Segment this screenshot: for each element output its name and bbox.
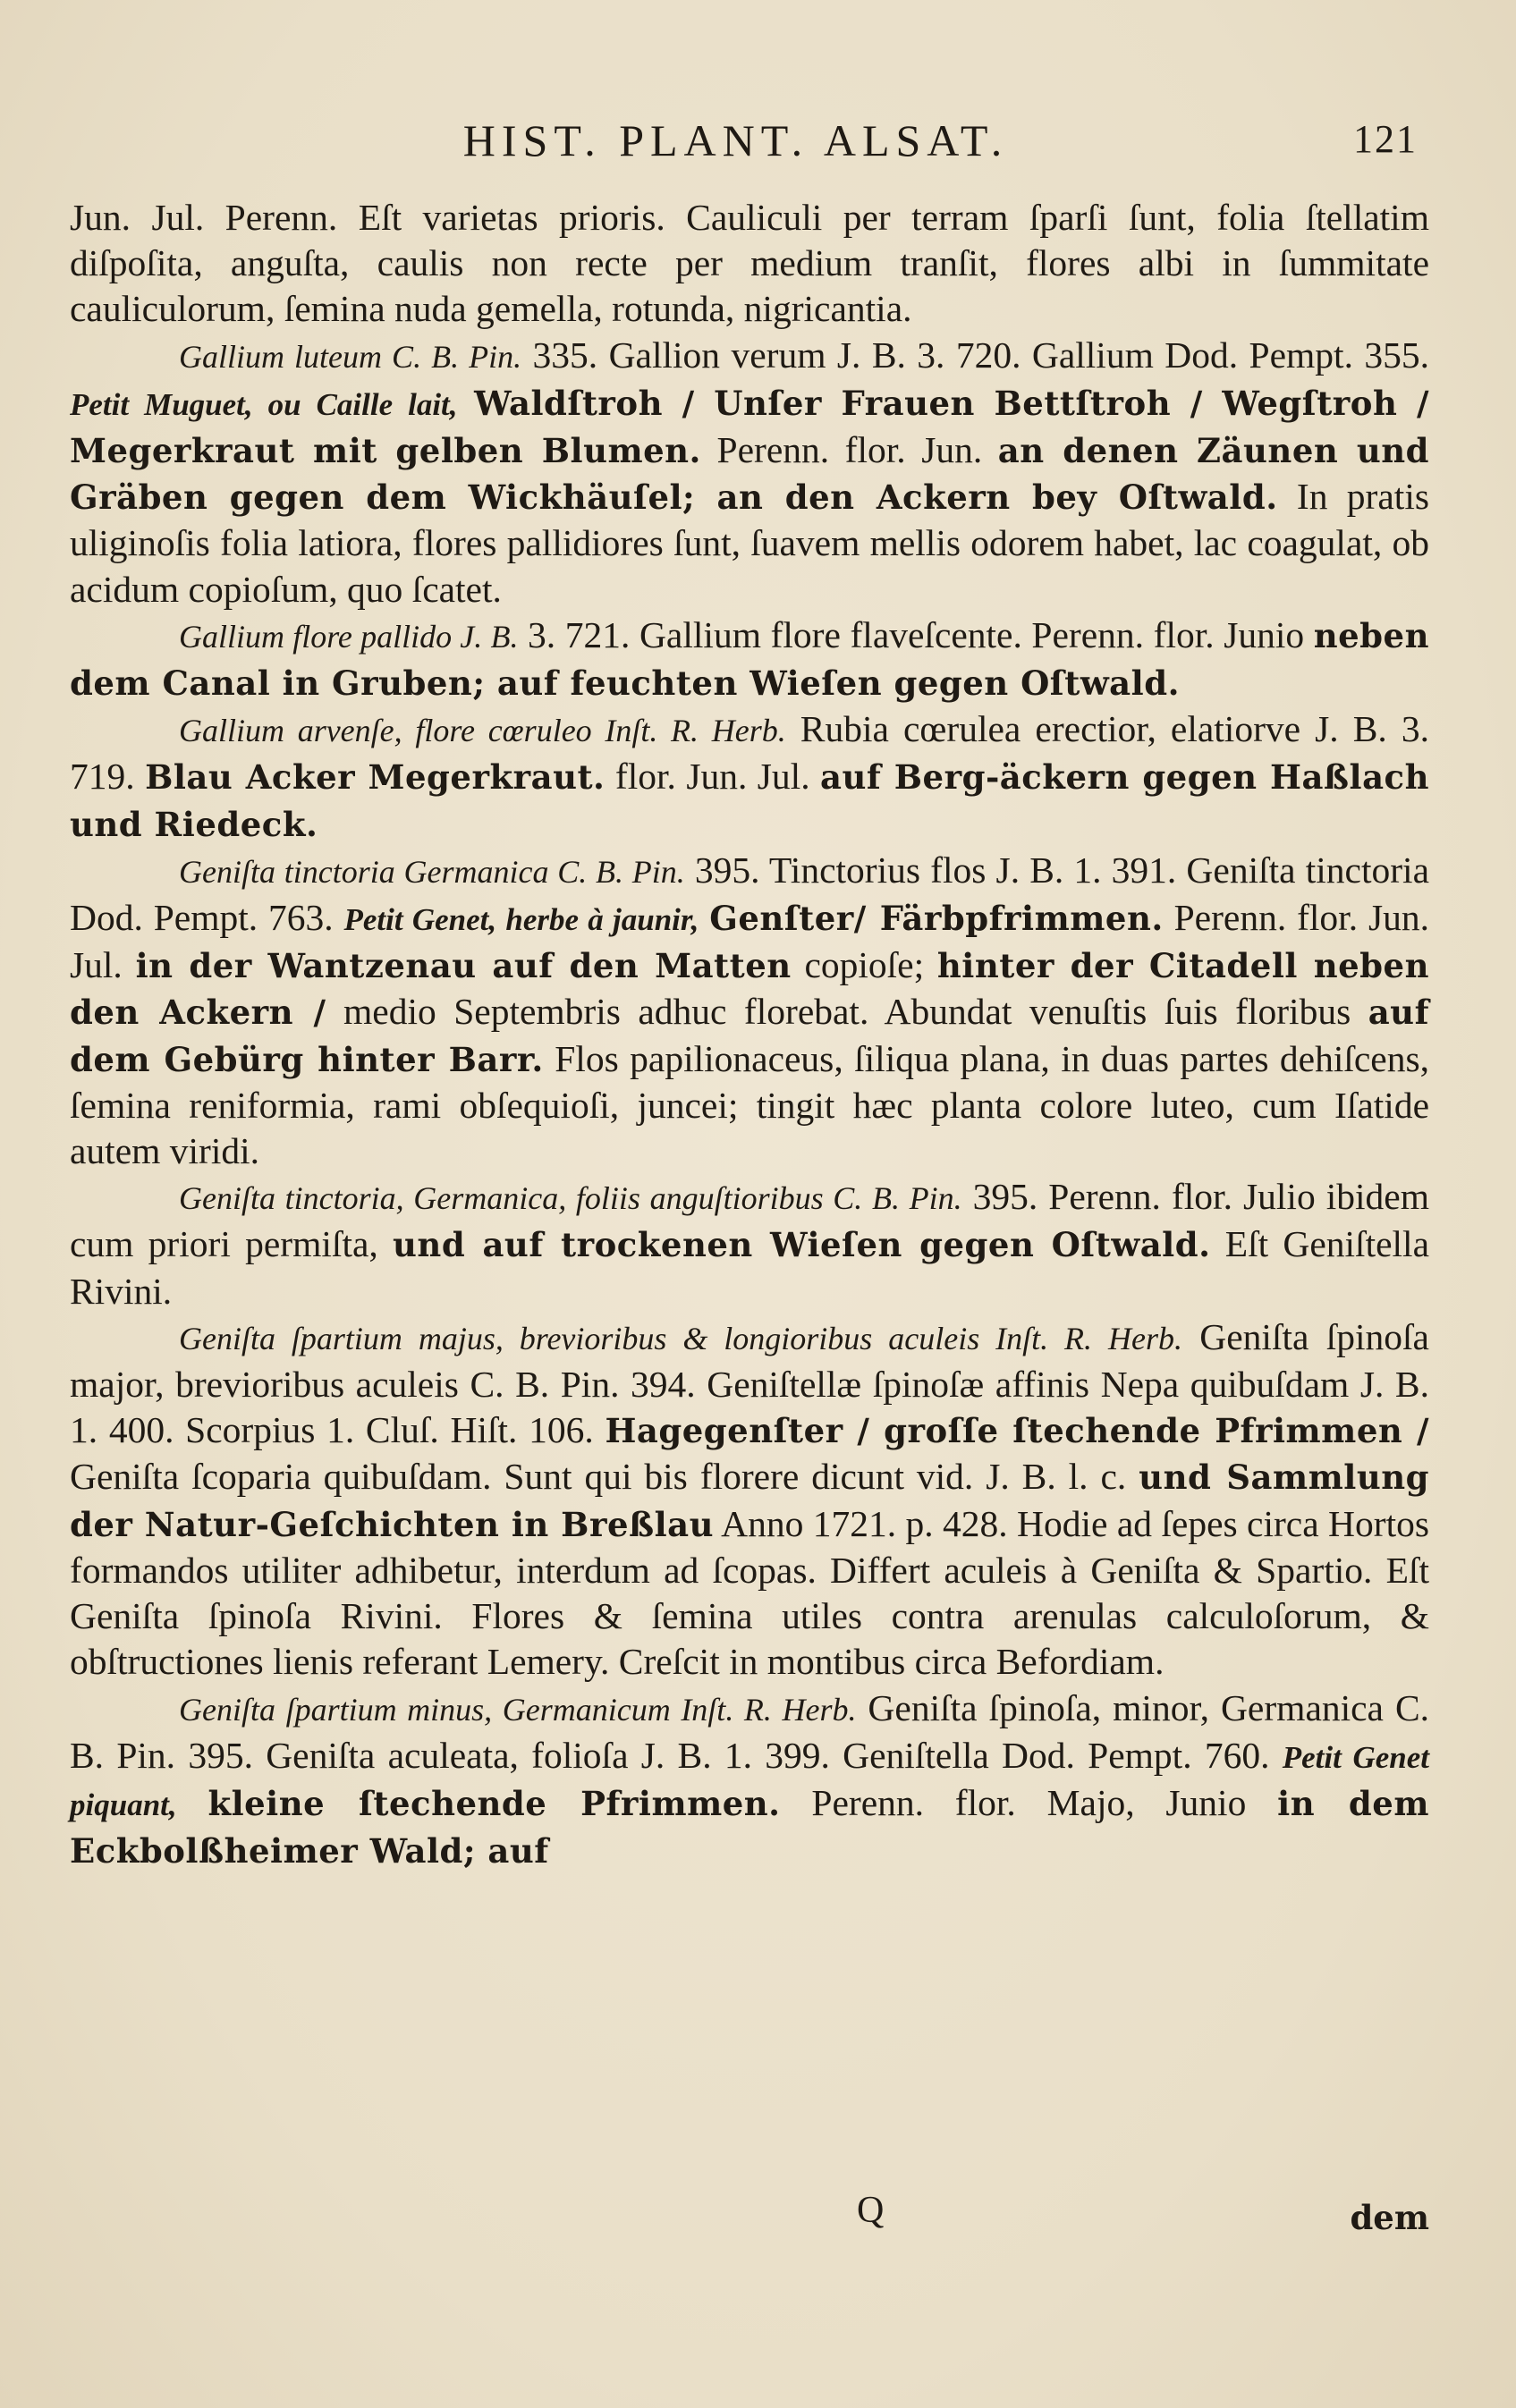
catchword: dem	[1350, 2198, 1429, 2237]
latin-text: Geniſta ſcoparia quibuſdam. Sunt qui bis florere dicunt vid. J. B. l. c.	[70, 1456, 1139, 1498]
german-text: an denen Zäunen und Gräben gegen dem Wickhäuſel; an den Ackern bey Oſtwald.	[70, 431, 1429, 518]
latin-text: medio Septembris adhuc florebat. Abundat venuſtis ſuis floribus	[326, 991, 1368, 1033]
running-head	[0, 114, 1516, 168]
french-name: Petit Genet piquant,	[70, 1739, 1429, 1822]
paragraph	[70, 613, 1429, 706]
latin-text	[699, 897, 709, 938]
german-text: neben dem Canal in Gruben; auf feuchten Wieſen gegen Oſtwald.	[70, 615, 1429, 704]
latin-text: Rubia cœrulea erectior, elatiorve J. B. 3. 719.	[70, 708, 1429, 798]
latin-text: Perenn. flor. Majo, Junio	[780, 1781, 1278, 1823]
german-text: und auf trockenen Wieſen gegen Oſtwald.	[393, 1225, 1211, 1265]
latin-text: In pratis uliginoſis folia latiora, flores pallidiores ſunt, ſuavem mellis odorem habet, lac coagulat, ob acidum copioſum, quo ſcatet.	[70, 476, 1429, 610]
german-text: auf dem Gebürg hinter Barr.	[70, 993, 1429, 1079]
species-name: Gallium arvenſe, flore cœruleo Inſt. R. Herb.	[179, 713, 786, 749]
french-name: Petit Genet, herbe à jaunir,	[343, 902, 699, 938]
german-text: Waldſtroh / Unſer Frauen Bettſtroh / Wegſtroh / Megerkraut mit gelben Blumen.	[70, 383, 1430, 471]
german-text: hinter der Citadell neben den Ackern /	[70, 946, 1429, 1033]
species-name: Gallium luteum C. B. Pin.	[179, 338, 522, 375]
latin-text: 335. Gallion verum J. B. 3. 720. Gallium Dod. Pempt. 355.	[521, 334, 1429, 376]
german-text: in dem Eckbolßheimer Wald; auf	[70, 1783, 1429, 1871]
running-title: HIST. PLANT. ALSAT.	[462, 115, 1009, 165]
latin-text: Perenn. flor. Jun. Jul.	[70, 897, 1429, 986]
species-name: Geniſta ſpartium majus, brevioribus & longioribus aculeis Inſt. R. Herb.	[179, 1320, 1182, 1356]
signature-mark: Q	[857, 2190, 885, 2231]
latin-text	[177, 1782, 208, 1823]
latin-text: Flos papilionaceus, ſiliqua plana, in duas partes dehiſcens, ſemina reniformia, rami obſequioſi, juncei; tingit hæc planta colore luteo, cum Iſatide autem viridi.	[70, 1037, 1430, 1172]
body-text	[70, 195, 1429, 1874]
german-text: und Sammlung der Natur-Geſchichten in Breßlau	[70, 1457, 1429, 1544]
german-text: Blau Acker Megerkraut.	[145, 757, 606, 798]
paragraph	[70, 1314, 1429, 1686]
paragraph	[70, 706, 1429, 848]
latin-text: Geniſta ſpinoſa major, brevioribus aculeis C. B. Pin. 394. Geniſtellæ ſpinoſæ affinis Nepa quibuſdam J. B. 1. 400. Scorpius 1. Cluſ. Hiſt. 106.	[70, 1315, 1429, 1451]
german-text: Hagegenſter / groſſe ſtechende Pfrimmen /	[605, 1411, 1429, 1451]
latin-text: 3. 721. Gallium flore flaveſcente. Perenn. flor. Junio	[518, 613, 1314, 655]
german-text: kleine ſtechende Pfrimmen.	[207, 1783, 781, 1823]
latin-text: Perenn. flor. Jun.	[700, 429, 998, 471]
latin-text: Jun. Jul. Perenn. Eſt varietas prioris. Cauliculi per terram ſparſi ſunt, folia ſtellatim diſpoſita, anguſta, caulis non recte per medium tranſit, flores albi in ſummitate cauliculorum, ſemina nuda gemella, rotunda, nigricantia.	[70, 197, 1429, 330]
paragraph	[70, 195, 1429, 333]
paragraph	[70, 333, 1429, 613]
species-name: Geniſta tinctoria, Germanica, foliis anguſtioribus C. B. Pin.	[179, 1180, 962, 1217]
latin-text: copioſe;	[791, 944, 937, 986]
page-number: 121	[1353, 117, 1418, 161]
latin-text: Anno 1721. p. 428. Hodie ad ſepes circa Hortos formandos utiliter adhibetur, interdum ad ſcopas. Differt aculeis à Geniſta & Spartio. Eſt Geniſta ſpinoſa Rivini. Flores & ſemina utiles contra arenulas calculoſorum, & obſtructiones lienis referant Lemery. Creſcit in montibus circa Befordiam.	[70, 1502, 1429, 1683]
species-name: Gallium flore pallido J. B.	[179, 618, 519, 655]
latin-text: flor. Jun. Jul.	[605, 756, 821, 798]
latin-text: 395. Tinctorius flos J. B. 1. 391. Geniſta tinctoria Dod. Pempt. 763.	[70, 849, 1429, 939]
latin-text	[458, 382, 475, 423]
latin-text: Eſt Geniſtella Rivini.	[70, 1223, 1429, 1312]
german-text: in der Wantzenau auf den Matten	[135, 946, 792, 986]
german-text: auf Berg-äckern gegen Haßlach und Riedeck.	[70, 757, 1429, 844]
species-name: Geniſta ſpartium minus, Germanicum Inſt. R. Herb.	[179, 1691, 857, 1728]
page-footer	[70, 2189, 1429, 2237]
french-name: Petit Muguet, ou Caille lait,	[70, 386, 458, 422]
species-name: Geniſta tinctoria Germanica C. B. Pin.	[179, 853, 685, 890]
paragraph	[70, 848, 1429, 1174]
paragraph	[70, 1174, 1429, 1314]
latin-text: 395. Perenn. flor. Julio ibidem cum priori permiſta,	[70, 1176, 1429, 1265]
german-text: Genſter/ Färbpfrimmen.	[709, 899, 1164, 939]
paragraph	[70, 1686, 1429, 1875]
latin-text: Geniſta ſpinoſa, minor, Germanica C. B. Pin. 395. Geniſta aculeata, folioſa J. B. 1. 399. Geniſtella Dod. Pempt. 760.	[70, 1686, 1429, 1776]
